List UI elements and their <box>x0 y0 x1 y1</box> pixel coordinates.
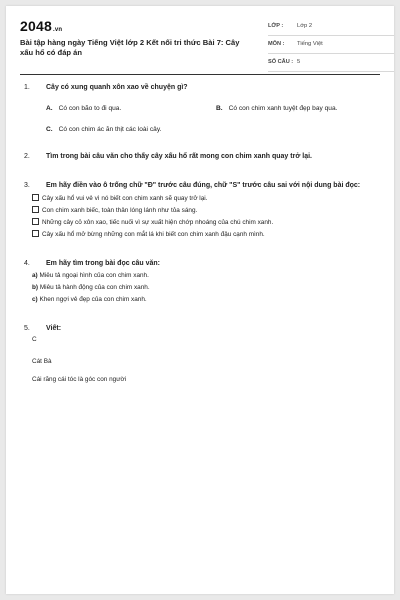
question-stem: Viết: <box>46 325 62 332</box>
checkbox-icon[interactable] <box>32 194 39 201</box>
meta-row-subject <box>268 38 394 54</box>
question-stem: Em hãy tìm trong bài đọc câu văn: <box>46 260 160 267</box>
option-letter: B. <box>216 105 223 112</box>
q1-option-c[interactable] <box>46 126 161 133</box>
q4-item-b: b) Miêu tả hành động của con chim xanh. <box>32 284 150 291</box>
meta-label: LỚP : <box>268 23 284 29</box>
checkbox-icon[interactable] <box>32 206 39 213</box>
question-number: 1. <box>24 84 30 91</box>
worksheet-page <box>6 6 394 594</box>
q5-line: C <box>32 336 37 343</box>
meta-row-count <box>268 56 394 72</box>
q1-option-b[interactable] <box>216 105 337 112</box>
question-number: 2. <box>24 153 30 160</box>
option-text: Có con chim xanh tuyệt đẹp bay qua. <box>228 105 338 112</box>
meta-value: 5 <box>297 59 301 65</box>
meta-info <box>268 20 394 74</box>
question-number: 4. <box>24 260 30 267</box>
meta-value: Lớp 2 <box>297 23 313 29</box>
q3-statement[interactable]: Những cây cỏ xôn xao, tiếc nuối vì sự xuất hiện chớp nhoáng của chú chim xanh. <box>32 218 273 226</box>
checkbox-icon[interactable] <box>32 218 39 225</box>
q3-statement[interactable]: Con chim xanh biếc, toàn thân lóng lánh như tỏa sáng. <box>32 206 197 214</box>
question-number: 3. <box>24 182 30 189</box>
header-divider <box>20 74 380 75</box>
option-text: Có con chim ác ăn thịt các loài cây. <box>58 126 162 133</box>
q4-item-a: a) Miêu tả ngoại hình của con chim xanh. <box>32 272 149 279</box>
option-letter: C. <box>46 126 53 133</box>
question-stem: Cây có xung quanh xôn xao về chuyện gì? <box>46 84 188 91</box>
worksheet-header <box>20 16 380 68</box>
question-stem: Tìm trong bài câu văn cho thấy cây xấu hổ rất mong con chim xanh quay trở lại. <box>46 153 312 160</box>
meta-value: Tiếng Việt <box>297 41 323 47</box>
worksheet-title: Bài tập hàng ngày Tiếng Việt lớp 2 Kết nối tri thức Bài 7: Cây xấu hổ có đáp án <box>20 38 240 57</box>
option-letter: A. <box>46 105 53 112</box>
meta-label: SỐ CÂU : <box>268 59 294 65</box>
q3-statement[interactable]: Cây xấu hổ mở bừng những con mắt lá khi biết con chim xanh đậu cạnh mình. <box>32 230 265 238</box>
q5-line: Cái răng cái tóc là góc con người <box>32 376 127 383</box>
q3-statement[interactable]: Cây xấu hổ vui vẻ vì nó biết con chim xanh sẽ quay trở lại. <box>32 194 207 202</box>
q4-item-c: c) Khen ngợi vẻ đẹp của con chim xanh. <box>32 296 147 303</box>
q1-option-a[interactable] <box>46 105 121 112</box>
question-number: 5. <box>24 325 30 332</box>
meta-row-grade <box>268 20 394 36</box>
checkbox-icon[interactable] <box>32 230 39 237</box>
option-text: Có con bão to đi qua. <box>58 105 122 112</box>
question-stem: Em hãy điền vào ô trống chữ "Đ" trước câu đúng, chữ "S" trước câu sai với nội dung bài đọc: <box>46 182 361 189</box>
meta-label: MÔN : <box>268 41 285 47</box>
q5-line: Cát Bà <box>32 358 52 365</box>
site-logo[interactable]: 2048.vn <box>20 18 63 34</box>
